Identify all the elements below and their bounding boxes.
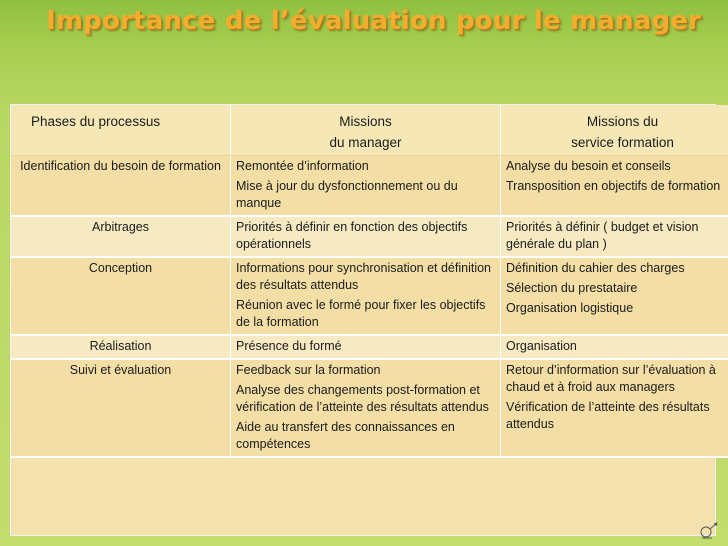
service-cell [501, 359, 728, 457]
phase-cell: Arbitrages [11, 216, 231, 257]
service-cell [501, 216, 728, 257]
cell-paragraph: Réunion avec le formé pour fixer les objectifs de la formation [236, 298, 486, 329]
table-row [11, 216, 728, 257]
table-header-row [11, 105, 728, 156]
cell-paragraph: Feedback sur la formation [236, 363, 381, 377]
cell-paragraph: Analyse du besoin et conseils [506, 159, 671, 173]
header-line: du manager [329, 135, 402, 150]
table-row [11, 359, 728, 457]
phase-cell: Identification du besoin de formation [11, 156, 231, 217]
cell-paragraph: Définition du cahier des charges [506, 261, 685, 275]
header-line: Missions du [586, 114, 659, 129]
manager-cell [231, 359, 501, 457]
phase-cell: Suivi et évaluation [11, 359, 231, 457]
process-table [11, 105, 728, 458]
slide-title: Importance de l’évaluation pour le manager [46, 6, 702, 36]
cell-paragraph: Retour d’information sur l’évaluation à chaud et à froid aux managers [506, 363, 716, 394]
header-missions-service [501, 105, 728, 156]
cell-paragraph: Présence du formé [236, 339, 342, 353]
manager-cell [231, 257, 501, 335]
cell-paragraph: Analyse des changements post-formation et vérification de l’atteinte des résultats attendus [236, 383, 489, 414]
header-phases [11, 105, 231, 156]
phase-cell: Conception [11, 257, 231, 335]
cell-paragraph: Remontée d’information [236, 159, 369, 173]
table-row [11, 335, 728, 359]
cell-paragraph: Transposition en objectifs de formation [506, 179, 721, 193]
service-cell [501, 156, 728, 217]
cell-paragraph: Organisation logistique [506, 301, 634, 315]
table-row [11, 257, 728, 335]
phase-cell: Réalisation [11, 335, 231, 359]
header-line: service formation [571, 135, 674, 150]
cell-paragraph: Vérification de l’atteinte des résultats attendus [506, 400, 710, 431]
manager-cell [231, 156, 501, 217]
manager-cell [231, 216, 501, 257]
header-line: Missions [339, 114, 392, 129]
service-cell [501, 257, 728, 335]
cell-paragraph: Sélection du prestataire [506, 281, 638, 295]
cell-paragraph: Priorités à définir en fonction des objectifs opérationnels [236, 220, 468, 251]
corner-doodle-icon [698, 520, 720, 540]
header-missions-manager [231, 105, 501, 156]
service-cell [501, 335, 728, 359]
manager-cell [231, 335, 501, 359]
table-row [11, 156, 728, 217]
cell-paragraph: Aide au transfert des connaissances en compétences [236, 420, 455, 451]
header-phases-line: Phases du processus [31, 114, 161, 129]
cell-paragraph: Mise à jour du dysfonctionnement ou du manque [236, 179, 458, 210]
cell-paragraph: Informations pour synchronisation et définition des résultats attendus [236, 261, 492, 292]
cell-paragraph: Priorités à définir ( budget et vision générale du plan ) [506, 220, 699, 251]
cell-paragraph: Organisation [506, 339, 577, 353]
process-table-frame [10, 104, 721, 536]
